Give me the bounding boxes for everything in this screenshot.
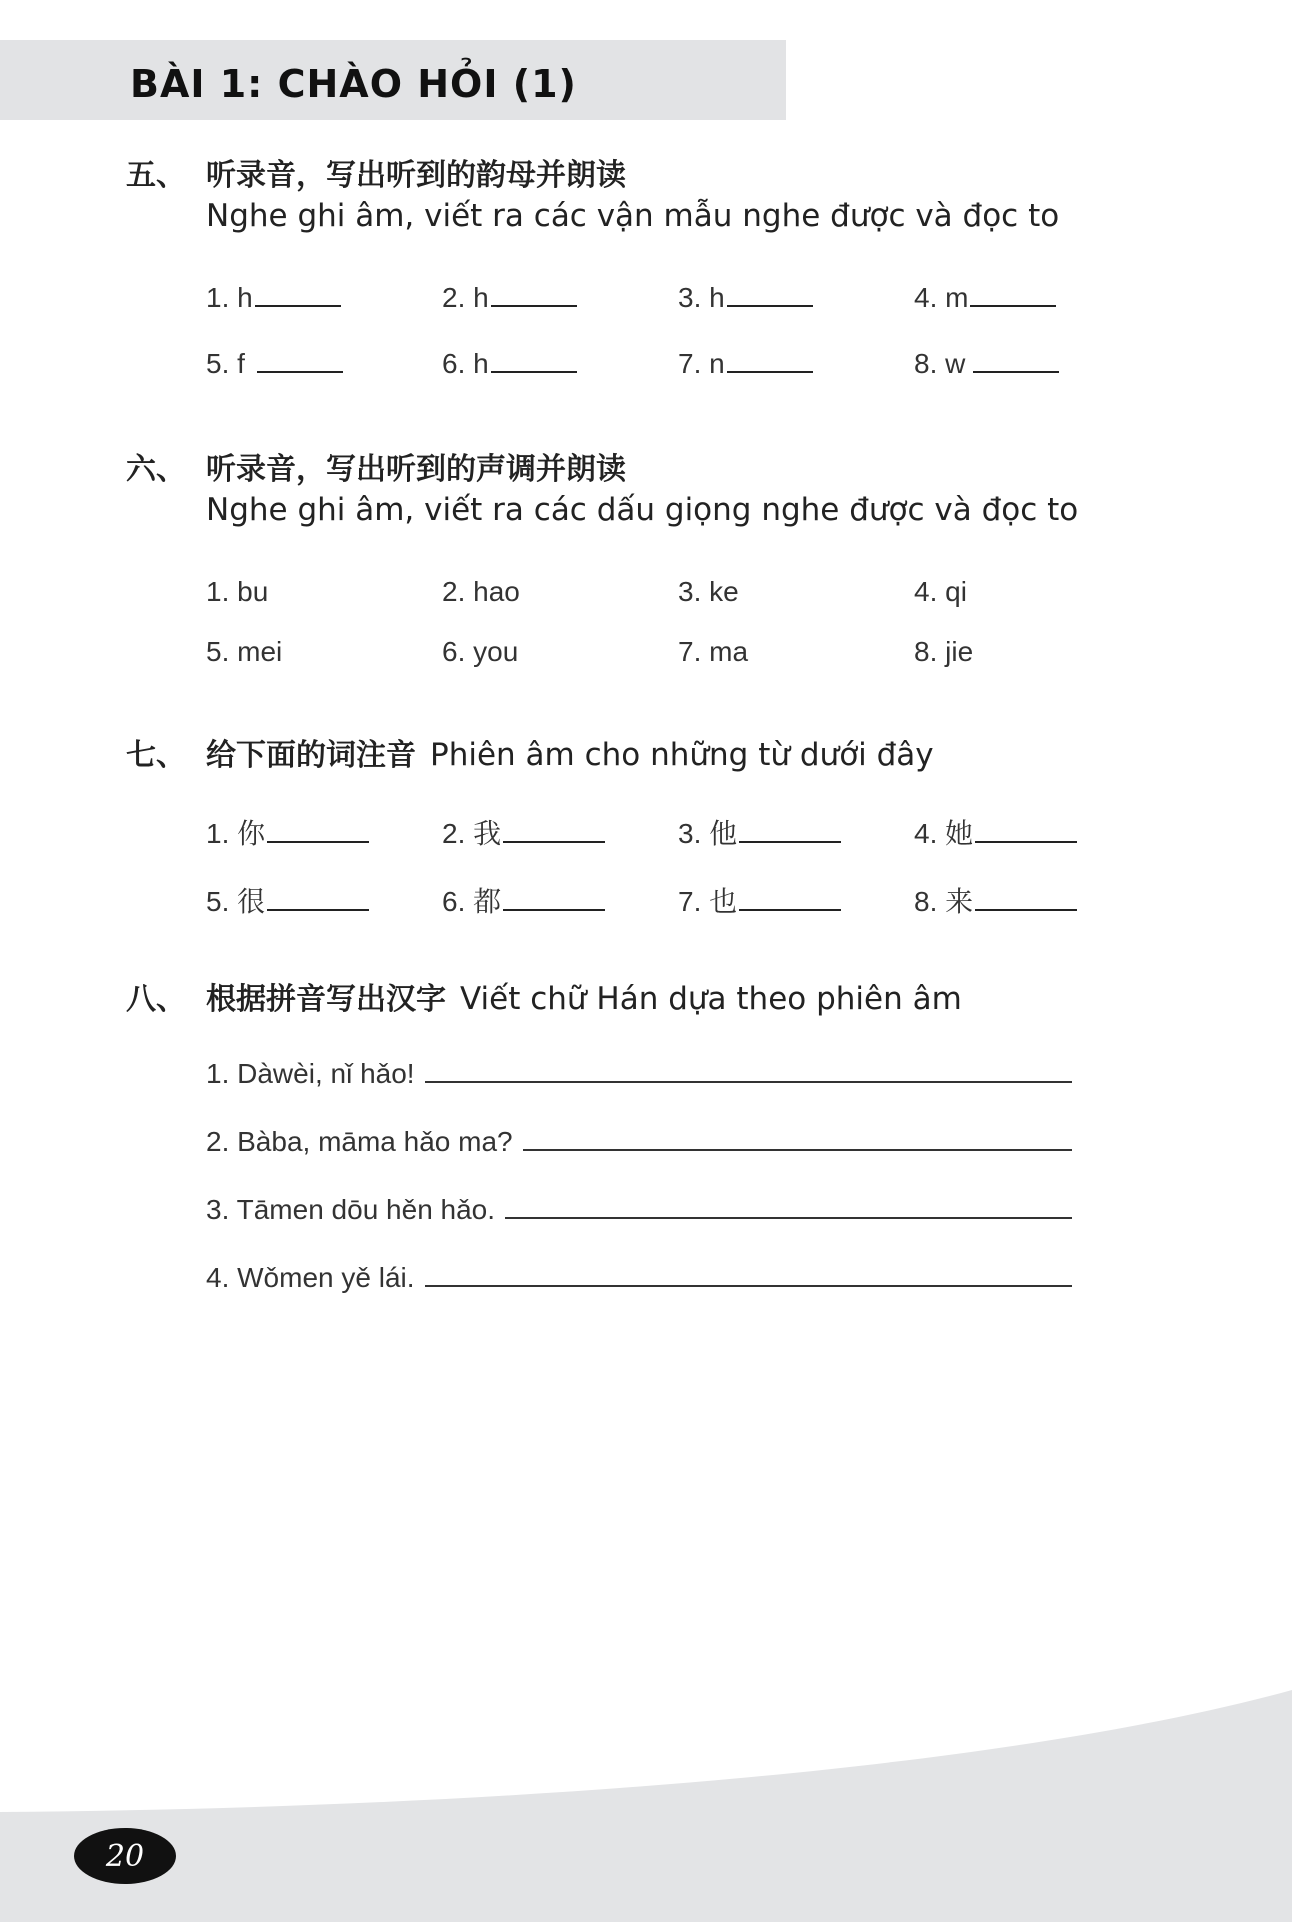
answer-blank[interactable] bbox=[975, 839, 1077, 843]
answer-line[interactable] bbox=[425, 1079, 1072, 1083]
section-7-title: 给下面的词注音 Phiên âm cho những từ dưới đây bbox=[206, 737, 934, 773]
exercise-item: 6. you bbox=[442, 636, 519, 667]
exercise-item: 4. qi bbox=[914, 576, 967, 607]
section-8-title: 根据拼音写出汉字 Viết chữ Hán dựa theo phiên âm bbox=[206, 981, 962, 1017]
sentence-item: 2. Bàba, māma hǎo ma? bbox=[206, 1126, 1072, 1158]
sentence-item: 1. Dàwèi, nǐ hǎo! bbox=[206, 1058, 1072, 1090]
exercise-item: 1. bu bbox=[206, 576, 269, 607]
exercise-item: 3. 他 bbox=[678, 812, 841, 852]
lesson-title: BÀI 1: CHÀO HỎI (1) bbox=[130, 62, 577, 106]
exercise-item: 5. 很 bbox=[206, 880, 369, 920]
answer-blank[interactable] bbox=[739, 907, 841, 911]
exercise-item: 7. ma bbox=[678, 636, 749, 667]
answer-blank[interactable] bbox=[727, 369, 813, 373]
exercise-item: 6. h bbox=[442, 348, 577, 380]
exercise-item: 5. mei bbox=[206, 636, 283, 667]
section-6-title-zh: 听录音，写出听到的声调并朗读 bbox=[206, 452, 626, 487]
answer-line[interactable] bbox=[425, 1283, 1072, 1287]
answer-blank[interactable] bbox=[503, 907, 605, 911]
sentence-item: 3. Tāmen dōu hěn hǎo. bbox=[206, 1194, 1072, 1226]
answer-blank[interactable] bbox=[970, 303, 1056, 307]
sentence-item: 4. Wǒmen yě lái. bbox=[206, 1262, 1072, 1294]
answer-blank[interactable] bbox=[255, 303, 341, 307]
exercise-item: 3. h bbox=[678, 282, 813, 314]
answer-blank[interactable] bbox=[739, 839, 841, 843]
footer-wave-decoration bbox=[0, 1680, 1292, 1922]
section-5-title-vi: Nghe ghi âm, viết ra các vận mẫu nghe được và đọc to bbox=[206, 198, 1060, 234]
exercise-item: 2. h bbox=[442, 282, 577, 314]
answer-line[interactable] bbox=[505, 1215, 1072, 1219]
exercise-item: 4. m bbox=[914, 282, 1056, 314]
page-number: 20 bbox=[105, 1838, 145, 1874]
section-6-number: 六、 bbox=[126, 452, 186, 487]
exercise-item: 4. 她 bbox=[914, 812, 1077, 852]
answer-line[interactable] bbox=[523, 1147, 1072, 1151]
exercise-item: 6. 都 bbox=[442, 880, 605, 920]
answer-blank[interactable] bbox=[257, 369, 343, 373]
answer-blank[interactable] bbox=[975, 907, 1077, 911]
exercise-item: 8. 来 bbox=[914, 880, 1077, 920]
answer-blank[interactable] bbox=[973, 369, 1059, 373]
exercise-item: 5. f bbox=[206, 348, 343, 380]
section-5-number: 五、 bbox=[126, 158, 186, 193]
answer-blank[interactable] bbox=[267, 839, 369, 843]
answer-blank[interactable] bbox=[267, 907, 369, 911]
exercise-item: 8. w bbox=[914, 348, 1059, 380]
exercise-item: 8. jie bbox=[914, 636, 974, 667]
answer-blank[interactable] bbox=[491, 303, 577, 307]
section-7-number: 七、 bbox=[126, 738, 186, 773]
section-8-number: 八、 bbox=[126, 982, 186, 1017]
exercise-item: 3. ke bbox=[678, 576, 739, 607]
exercise-item: 2. hao bbox=[442, 576, 520, 607]
answer-blank[interactable] bbox=[491, 369, 577, 373]
exercise-item: 7. 也 bbox=[678, 880, 841, 920]
answer-blank[interactable] bbox=[503, 839, 605, 843]
answer-blank[interactable] bbox=[727, 303, 813, 307]
exercise-item: 1. h bbox=[206, 282, 341, 314]
page-number-badge bbox=[74, 1828, 176, 1884]
section-5-title-zh: 听录音，写出听到的韵母并朗读 bbox=[206, 158, 626, 193]
exercise-item: 2. 我 bbox=[442, 812, 605, 852]
exercise-item: 1. 你 bbox=[206, 812, 369, 852]
exercise-item: 7. n bbox=[678, 348, 813, 380]
section-6-title-vi: Nghe ghi âm, viết ra các dấu giọng nghe được và đọc to bbox=[206, 492, 1079, 528]
